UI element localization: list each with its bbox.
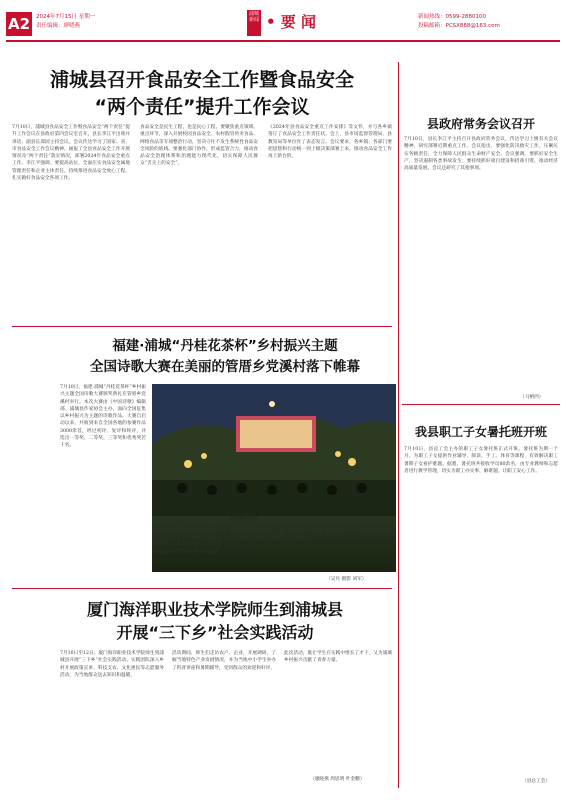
right-headline-1: 县政府常务会议召开 [426,117,535,131]
column-divider [398,62,399,788]
poetry-article-byline: （吴丹 摄影 刘军） [326,577,367,582]
page-header [0,0,566,62]
right-article-2-byline: （县总工会） [522,779,551,784]
page-code: A2 [6,12,32,36]
date-line: 2024年7月15日 星期一 [36,14,96,20]
header-rule [6,40,560,42]
divider-lower [12,588,392,589]
section-title: • 要 闻 [266,13,317,31]
poetry-article-col3: 此次大赛的成功举办，进一步提升了浦城的文化影响力，为推动乡村文化振兴、促进文旅融合发展注入了新的活力。 [230,529,394,542]
xiamen-article-col1: 7月10日至12日，厦门海洋职业技术学院师生到浦城县开展“三下乡”社会实践活动。实践团队深入乡村开展政策宣讲、科技支农、文化惠民等志愿服务活动，为当地群众送去知识和温暖。 [60,651,164,678]
xiamen-headline [40,598,390,644]
photo-caption-text: 颁奖典礼现场 [230,517,258,522]
main-headline-line1: 浦城县召开食品安全工作暨食品安全 [49,69,354,91]
poetry-headline [60,336,390,377]
main-article-col1: 7月10日，浦城县食品安全工作暨食品安全“两个责任”提升工作会议在县政府第四会议室召开。县长李江平出席并讲话，副县长邱园主持会议。会议传达学习了国家、省、市食品安全工作会议精神，通报了全县食品安全工作开展情况及“两个责任”落实情况，部署2024年食品安全重点工作。李江平强调，要提高站位，全面压实食品安全属地管理责任和企业主体责任，持续推进食品安全放心工程，扎实做好食品安全各项工作。 [12,125,130,182]
right-headline-2: 我县职工子女暑托班开班 [414,425,547,439]
right-article-1-body: 7月10日，县长李江平主持召开县政府常务会议，传达学习上级有关会议精神，研究部署近期重点工作。会议指出，要强化防汛救灾工作，压紧压实各级责任，全力保障人民群众生命财产安全。会议强调，要抓好安全生产，坚决遏制各类事故发生；要持续抓好项目建设和招商引资，推动经济高质量发展。会议还研究了其他事项。 [404,137,558,172]
main-headline [12,66,392,120]
news-hotline: 新闻热线：0599-2880100 [418,14,486,20]
xiamen-headline-line2: 开展“三下乡”社会实践活动 [116,623,314,642]
poetry-article-col2: 颁奖典礼上，与会嘉宾为获奖作者颁发了证书和奖金。活动期间，诗人们还深入管厝乡开展采风活动，用诗歌记录乡村振兴的生动实践，展现浦城的秀美山水和人文底蕴。 [152,521,226,556]
xiamen-article-byline: （廖晓燕 周思明 叶金鹏） [310,777,365,782]
poetry-headline-line2: 全国诗歌大赛在美丽的管厝乡党溪村落下帷幕 [90,359,360,375]
main-article-col2: 食品安全是民生工程，也是民心工程。要聚焦重点领域、重点环节，深入开展校园食品安全、农村假冒伪劣食品、网络食品等专项整治行动，坚决守住不发生系统性食品安全风险的底线。要强化部门协作，形成监管合力，推动食品安全治理体系和治理能力现代化，切实保障人民群众“舌尖上的安全”。 [140,125,258,167]
section-mark: 浦城新闻 [247,10,261,36]
main-headline-line2: “两个责任”提升工作会议 [94,96,310,118]
divider-main [12,326,392,327]
xiamen-article-col3: 此次活动，既让学生在实践中增长了才干，又为浦城乡村振兴贡献了青春力量。 [284,651,392,664]
main-article-col3: 《2024年县食品安全重点工作安排》等文件，并与各乡镇签订了食品安全工作责任状。会上，县市场监督管理局、县教育局等单位作了表态发言。会议要求，各乡镇、各部门要把思想和行动统一到上级决策部署上来，推动食品安全工作再上新台阶。 [268,125,392,160]
right-article-2-body: 7月10日，县总工会主办的职工子女暑托班正式开班。暑托班为期一个月，为职工子女提供作业辅导、阅读、手工、体育等课程，有效解决职工暑期子女看护难题。据悉，暑托班共接收学员80余名，由专业教师和志愿者进行教学管理，切实为职工办实事、解难题，让职工安心工作。 [404,447,558,474]
xiamen-headline-line1: 厦门海洋职业技术学院师生到浦城县 [86,600,343,619]
photo-caption [230,516,394,523]
poetry-article-col1: 7月10日，福建·浦城“丹桂花茶杯”乡村振兴主题全国诗歌大赛颁奖典礼在管厝乡党溪村举行。本次大赛由《中国诗歌》编辑部、浦城县作家协会主办，面向全国征集以乡村振兴为主题的诗歌作品。大赛自启动以来，共收到来自全国各地的参赛作品3000余首，经过初评、复评和终评，评选出一等奖、二等奖、三等奖和优秀奖若干名。 [60,385,146,449]
submission-email: 投稿邮箱：PCSX888@163.com [418,23,500,29]
right-article-1-byline: （马榕西） [520,395,544,400]
xiamen-article-col2: 活动期间，师生们走访农户、企业，开展调研，了解当地特色产业发展情况，并为当地中小学生举办了科普讲座和暑期辅导，受到群众的欢迎和好评。 [172,651,276,671]
poetry-headline-line1: 福建·浦城“丹桂花茶杯”乡村振兴主题 [112,338,338,354]
editor-line: 责任编辑：廖晓燕 [36,23,81,29]
night-stage-image [152,384,396,516]
divider-right [402,404,560,405]
